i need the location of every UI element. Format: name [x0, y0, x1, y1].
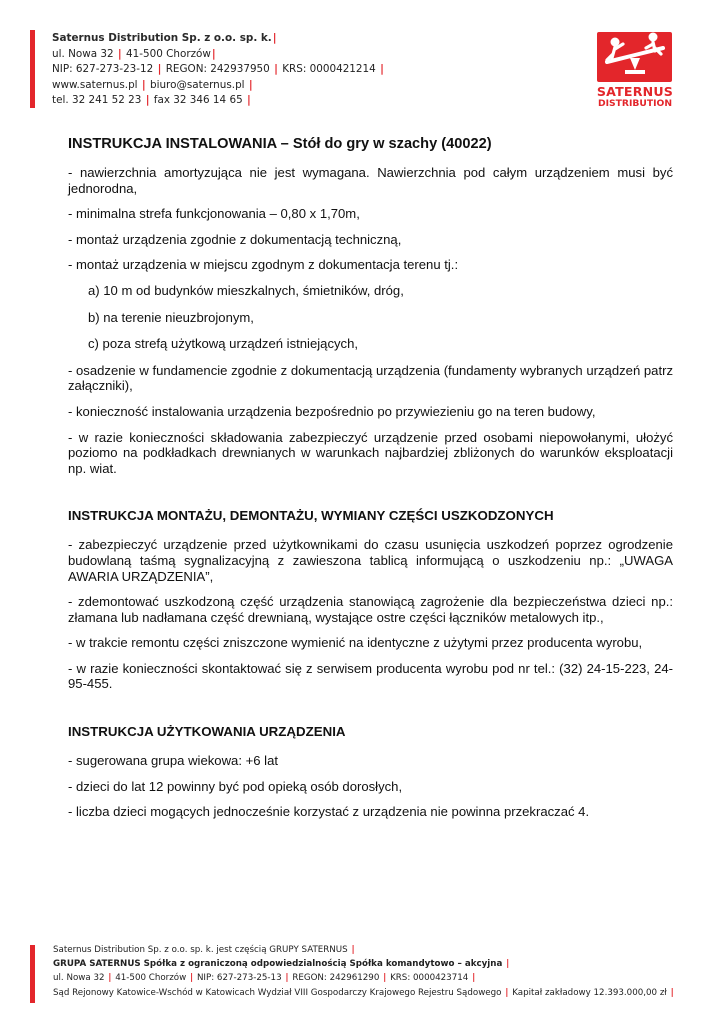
separator: | [108, 973, 112, 984]
company-name: Saternus Distribution Sp. z o.o. sp. k. [52, 32, 272, 44]
separator: | [505, 987, 509, 998]
installation-item: - montaż urządzenia w miejscu zgodnym z dokumentacja terenu tj.: [68, 257, 459, 273]
footer-group-name: GRUPA SATERNUS Spółka z ograniczoną odpowiedzialnością Spółka komandytowo – akcyjna [53, 959, 503, 970]
usage-item: - sugerowana grupa wiekowa: +6 lat [68, 753, 278, 769]
footer-line-3 [53, 971, 675, 985]
separator: | [274, 63, 278, 76]
installation-subitem: c) poza strefą użytkową urządzeń istniejących, [88, 336, 359, 352]
installation-item: - w razie konieczności składowania zabezpieczyć urządzenie przed osobami niepowołanymi, ułożyć poziomo na podkładkach drewnianych w warunkach najbardziej zbliżonych do warunków eksploatacji np. wiat. [68, 429, 673, 476]
footer-krs: KRS: 0000423714 [390, 973, 469, 984]
assembly-item: - zabezpieczyć urządzenie przed użytkownikami do czasu usunięcia uszkodzeń poprzez ogrodzenie budowlaną taśmą sygnalizacyjną z zawieszona tablicą informującą o uszkodzeniu np.: „UWAGA AWARIA URZĄDZENIA”, [68, 537, 673, 584]
header-line-company [52, 31, 385, 47]
header-line-address [52, 47, 385, 63]
separator: | [472, 973, 476, 984]
header-line-web [52, 78, 385, 94]
footer-line-1 [53, 943, 675, 957]
footer-city: 41-500 Chorzów [115, 973, 187, 984]
separator: | [272, 32, 277, 44]
phone: tel. 32 241 52 23 [52, 94, 142, 107]
installation-subitem: a) 10 m od budynków mieszkalnych, śmietników, dróg, [88, 282, 404, 298]
separator: | [285, 973, 289, 984]
regon: REGON: 242937950 [165, 63, 270, 76]
installation-item: - minimalna strefa funkcjonowania – 0,80 x 1,70m, [68, 206, 360, 222]
separator: | [117, 47, 122, 60]
assembly-item: - zdemontować uszkodzoną część urządzenia stanowiącą zagrożenie dla bezpieczeństwa dzieci np.: złamana lub nadłamana część drewnianą, wystające ostre części łączników metalowych itp., [68, 594, 673, 625]
footer-line-2 [53, 957, 675, 971]
footer-court: Sąd Rejonowy Katowice-Wschód w Katowicach Wydział VIII Gospodarczy Krajowego Rejestru Sądowego [53, 987, 502, 998]
email-link[interactable]: biuro@saternus.pl [149, 78, 245, 91]
krs: KRS: 0000421214 [282, 63, 376, 76]
assembly-item: - w trakcie remontu części zniszczone wymienić na identyczne z użytymi przez producenta wyrobu, [68, 635, 643, 651]
separator: | [506, 959, 510, 970]
footer-capital: Kapitał zakładowy 12.393.000,00 zł [512, 987, 667, 998]
footer-group-note: Saternus Distribution Sp. z o.o. sp. k. jest częścią GRUPY SATERNUS [53, 945, 348, 955]
address-city: 41-500 Chorzów [126, 47, 211, 60]
footer-street: ul. Nowa 32 [53, 973, 105, 984]
assembly-title: INSTRUKCJA MONTAŻU, DEMONTAŻU, WYMIANY CZĘŚCI USZKODZONYCH [68, 508, 554, 524]
separator: | [211, 47, 216, 60]
fax: fax 32 346 14 65 [153, 94, 243, 107]
separator: | [383, 973, 387, 984]
footer-line-4 [53, 986, 675, 1000]
separator: | [189, 973, 194, 984]
separator: | [670, 987, 674, 998]
header-line-phones [52, 93, 385, 109]
installation-item: - nawierzchnia amortyzująca nie jest wymagana. Nawierzchnia pod całym urządzeniem musi być jednorodna, [68, 165, 673, 196]
saternus-logo [594, 32, 676, 110]
header-accent-bar [30, 30, 35, 108]
website-link[interactable]: www.saternus.pl [52, 78, 138, 91]
address-street: ul. Nowa 32 [52, 47, 114, 60]
separator: | [141, 78, 146, 91]
assembly-item: - w razie konieczności skontaktować się z serwisem producenta wyrobu pod nr tel.: (32) 24-15-223, 24-95-455. [68, 660, 673, 692]
footer-regon: REGON: 242961290 [292, 973, 380, 984]
section-gap [68, 702, 673, 724]
installation-item: - osadzenie w fundamencie zgodnie z dokumentacją urządzenia (fundamenty wybranych urządzeń patrz załączniki), [68, 362, 673, 394]
logo-wordmark [594, 85, 676, 109]
separator: | [351, 945, 355, 955]
separator: | [248, 78, 253, 91]
section-gap [68, 486, 673, 508]
seesaw-kids-icon [597, 32, 672, 82]
logo-line-2: DISTRIBUTION [597, 98, 673, 109]
document-body [68, 136, 673, 830]
installation-title: INSTRUKCJA INSTALOWANIA – Stół do gry w szachy (40022) [68, 136, 492, 152]
separator: | [380, 63, 384, 76]
usage-item: - dzieci do lat 12 powinny być pod opieką osób dorosłych, [68, 778, 403, 794]
usage-item: - liczba dzieci mogących jednocześnie korzystać z urządzenia nie powinna przekraczać 4. [68, 804, 590, 820]
header-line-ids [52, 62, 385, 78]
company-footer [53, 943, 675, 1000]
installation-subitem: b) na terenie nieuzbrojonym, [88, 309, 254, 325]
footer-accent-bar [30, 945, 35, 1003]
separator: | [157, 63, 162, 76]
footer-nip: NIP: 627-273-25-13 [196, 973, 282, 984]
installation-item: - konieczność instalowania urządzenia bezpośrednio po przywiezieniu go na teren budowy, [68, 403, 596, 419]
company-header [52, 31, 385, 109]
separator: | [145, 94, 150, 107]
nip: NIP: 627-273-23-12 [52, 63, 154, 76]
logo-line-1: SATERNUS [596, 84, 674, 99]
separator: | [247, 94, 251, 107]
usage-title: INSTRUKCJA UŻYTKOWANIA URZĄDZENIA [68, 724, 346, 740]
installation-item: - montaż urządzenia zgodnie z dokumentacją techniczną, [68, 231, 402, 247]
